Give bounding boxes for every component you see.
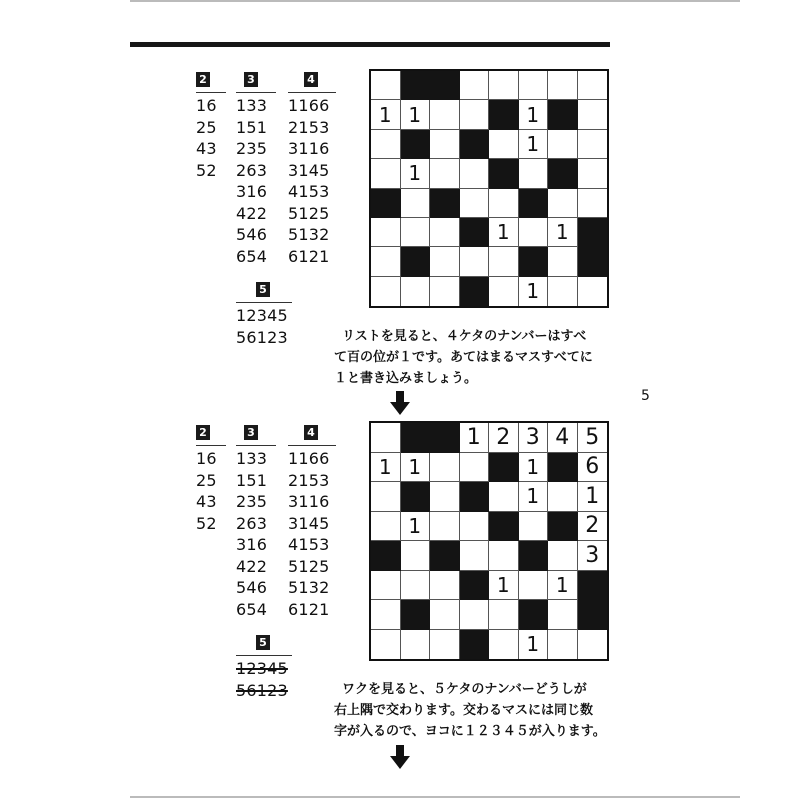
bottom-edge-line xyxy=(130,796,740,798)
filled-cell: 1 xyxy=(489,218,519,247)
list-entry: 52 xyxy=(196,513,217,533)
empty-cell xyxy=(430,277,460,306)
empty-cell xyxy=(548,600,578,630)
list-entry: 12345 xyxy=(236,306,288,325)
list-entry: 235 xyxy=(236,492,268,511)
empty-cell xyxy=(489,71,519,100)
list-entry: 133 xyxy=(236,96,268,115)
empty-cell xyxy=(460,247,490,276)
list-entry: 43 xyxy=(196,492,217,511)
list-entry: 5125 xyxy=(288,556,330,576)
list-entry: 422 xyxy=(236,203,268,223)
black-cell xyxy=(460,630,490,660)
caption-line: ワクを見ると、５ケタのナンバーどうしが xyxy=(342,682,587,697)
black-cell xyxy=(489,453,519,483)
list-entry: 4153 xyxy=(288,535,330,554)
list-entry: 6121 xyxy=(288,246,330,266)
empty-cell xyxy=(371,218,401,247)
badge-5: 5 xyxy=(256,282,270,297)
list-entry: 546 xyxy=(236,578,268,597)
badge-3: 3 xyxy=(244,425,258,440)
empty-cell xyxy=(401,630,431,660)
list-entry: 546 xyxy=(236,225,268,244)
empty-cell xyxy=(430,571,460,601)
filled-cell: 2 xyxy=(578,512,608,542)
list-4-digit-bottom xyxy=(288,421,336,620)
list-entry: 2153 xyxy=(288,117,330,137)
list-rule xyxy=(236,655,292,656)
empty-cell xyxy=(371,159,401,188)
black-cell xyxy=(578,218,608,247)
empty-cell xyxy=(460,100,490,129)
list-3-digit-top xyxy=(236,68,276,267)
black-cell xyxy=(548,453,578,483)
black-cell xyxy=(548,100,578,129)
empty-cell xyxy=(371,482,401,512)
black-cell xyxy=(519,541,549,571)
empty-cell xyxy=(548,541,578,571)
caption-line: て百の位が１です。あてはまるマスすべてに xyxy=(334,350,593,365)
caption-line: リストを見ると、４ケタのナンバーはすべ xyxy=(342,329,587,344)
caption-line: 字が入るので、ヨコに１２３４５が入ります。 xyxy=(334,724,606,739)
empty-cell xyxy=(430,512,460,542)
empty-cell xyxy=(460,512,490,542)
empty-cell xyxy=(371,630,401,660)
black-cell xyxy=(548,512,578,542)
empty-cell xyxy=(430,482,460,512)
empty-cell xyxy=(430,218,460,247)
black-cell xyxy=(371,541,401,571)
list-entry: 263 xyxy=(236,513,268,533)
list-2-digit-top xyxy=(196,68,226,181)
list-4-digit-top xyxy=(288,68,336,267)
black-cell xyxy=(489,159,519,188)
filled-cell: 1 xyxy=(401,100,431,129)
black-cell xyxy=(430,189,460,218)
list-entry: 316 xyxy=(236,535,268,554)
list-entry: 133 xyxy=(236,449,268,468)
black-cell xyxy=(460,218,490,247)
empty-cell xyxy=(489,277,519,306)
empty-cell xyxy=(430,600,460,630)
empty-cell xyxy=(489,600,519,630)
empty-cell xyxy=(460,71,490,100)
list-entry: 3116 xyxy=(288,139,330,158)
empty-cell xyxy=(460,541,490,571)
list-entry: 5132 xyxy=(288,225,330,244)
empty-cell xyxy=(548,277,578,306)
list-entry: 25 xyxy=(196,117,217,137)
list-entry: 1166 xyxy=(288,96,330,115)
empty-cell xyxy=(371,512,401,542)
top-edge-line xyxy=(130,0,740,2)
empty-cell xyxy=(401,218,431,247)
filled-cell: 1 xyxy=(401,453,431,483)
puzzle-grid-bottom xyxy=(369,421,609,661)
caption-line: １と書き込みましょう。 xyxy=(334,371,478,386)
filled-cell: 3 xyxy=(578,541,608,571)
list-entry: 151 xyxy=(236,470,268,490)
black-cell xyxy=(401,482,431,512)
filled-cell: 1 xyxy=(371,453,401,483)
list-entry: 422 xyxy=(236,556,268,576)
black-cell xyxy=(430,541,460,571)
black-cell xyxy=(460,130,490,159)
filled-cell: 1 xyxy=(401,512,431,542)
list-entry-crossed-out: 56123 xyxy=(236,680,288,700)
empty-cell xyxy=(371,571,401,601)
badge-4: 4 xyxy=(304,425,318,440)
list-entry: 16 xyxy=(196,449,217,468)
filled-cell: 2 xyxy=(489,423,519,453)
empty-cell xyxy=(578,159,608,188)
badge-2: 2 xyxy=(196,425,210,440)
list-entry: 52 xyxy=(196,160,217,180)
filled-cell: 1 xyxy=(519,130,549,159)
black-cell xyxy=(489,512,519,542)
filled-cell: 1 xyxy=(371,100,401,129)
empty-cell xyxy=(401,277,431,306)
filled-cell: 1 xyxy=(401,159,431,188)
list-entry: 1166 xyxy=(288,449,330,468)
filled-cell: 1 xyxy=(519,630,549,660)
badge-4: 4 xyxy=(304,72,318,87)
empty-cell xyxy=(578,189,608,218)
filled-cell: 5 xyxy=(578,423,608,453)
list-rule xyxy=(288,445,336,446)
down-arrow-icon xyxy=(390,745,410,769)
list-entry: 263 xyxy=(236,160,268,180)
list-entry: 4153 xyxy=(288,182,330,201)
empty-cell xyxy=(489,541,519,571)
list-entry: 151 xyxy=(236,117,268,137)
empty-cell xyxy=(578,277,608,306)
header-rule xyxy=(130,42,610,47)
black-cell xyxy=(489,100,519,129)
list-rule xyxy=(236,302,292,303)
empty-cell xyxy=(371,423,401,453)
empty-cell xyxy=(519,512,549,542)
empty-cell xyxy=(430,453,460,483)
empty-cell xyxy=(489,247,519,276)
list-2-digit-bottom xyxy=(196,421,226,534)
filled-cell: 1 xyxy=(460,423,490,453)
badge-2: 2 xyxy=(196,72,210,87)
filled-cell: 1 xyxy=(519,100,549,129)
black-cell xyxy=(460,571,490,601)
badge-5: 5 xyxy=(256,635,270,650)
empty-cell xyxy=(371,247,401,276)
filled-cell: 6 xyxy=(578,453,608,483)
list-entry: 3145 xyxy=(288,160,330,180)
list-entry-crossed-out: 12345 xyxy=(236,659,288,678)
empty-cell xyxy=(371,71,401,100)
black-cell xyxy=(460,277,490,306)
empty-cell xyxy=(460,189,490,218)
filled-cell: 1 xyxy=(519,277,549,306)
list-entry: 235 xyxy=(236,139,268,158)
list-entry: 5132 xyxy=(288,578,330,597)
list-entry: 3116 xyxy=(288,492,330,511)
empty-cell xyxy=(489,189,519,218)
list-entry: 6121 xyxy=(288,599,330,619)
empty-cell xyxy=(548,630,578,660)
list-3-digit-bottom xyxy=(236,421,276,620)
black-cell xyxy=(430,423,460,453)
empty-cell xyxy=(548,71,578,100)
empty-cell xyxy=(430,159,460,188)
list-rule xyxy=(236,92,276,93)
caption-bottom xyxy=(334,679,606,742)
black-cell xyxy=(460,482,490,512)
empty-cell xyxy=(430,630,460,660)
empty-cell xyxy=(578,71,608,100)
list-rule xyxy=(196,92,226,93)
empty-cell xyxy=(519,71,549,100)
filled-cell: 1 xyxy=(548,571,578,601)
filled-cell: 1 xyxy=(578,482,608,512)
empty-cell xyxy=(371,277,401,306)
filled-cell: 3 xyxy=(519,423,549,453)
empty-cell xyxy=(489,630,519,660)
puzzle-grid-top xyxy=(369,69,609,308)
empty-cell xyxy=(401,189,431,218)
list-entry: 316 xyxy=(236,182,268,201)
filled-cell: 1 xyxy=(519,482,549,512)
list-5-digit-top xyxy=(236,278,292,348)
page-number: 5 xyxy=(641,388,650,404)
list-entry: 654 xyxy=(236,246,268,266)
black-cell xyxy=(578,571,608,601)
empty-cell xyxy=(548,189,578,218)
empty-cell xyxy=(489,482,519,512)
empty-cell xyxy=(548,482,578,512)
list-entry: 2153 xyxy=(288,470,330,490)
black-cell xyxy=(430,71,460,100)
list-entry: 654 xyxy=(236,599,268,619)
empty-cell xyxy=(578,130,608,159)
down-arrow-icon xyxy=(390,391,410,415)
black-cell xyxy=(519,600,549,630)
caption-line: 右上隅で交わります。交わるマスには同じ数 xyxy=(334,703,593,718)
list-rule xyxy=(236,445,276,446)
black-cell xyxy=(401,423,431,453)
list-entry: 16 xyxy=(196,96,217,115)
list-rule xyxy=(196,445,226,446)
list-entry: 56123 xyxy=(236,327,288,347)
list-entry: 5125 xyxy=(288,203,330,223)
empty-cell xyxy=(548,247,578,276)
black-cell xyxy=(548,159,578,188)
empty-cell xyxy=(371,600,401,630)
black-cell xyxy=(578,247,608,276)
filled-cell: 1 xyxy=(489,571,519,601)
empty-cell xyxy=(430,130,460,159)
black-cell xyxy=(401,247,431,276)
empty-cell xyxy=(519,218,549,247)
empty-cell xyxy=(401,541,431,571)
empty-cell xyxy=(519,159,549,188)
empty-cell xyxy=(548,130,578,159)
list-entry: 3145 xyxy=(288,513,330,533)
black-cell xyxy=(401,600,431,630)
empty-cell xyxy=(430,100,460,129)
empty-cell xyxy=(489,130,519,159)
list-rule xyxy=(288,92,336,93)
empty-cell xyxy=(371,130,401,159)
caption-top xyxy=(334,326,593,389)
black-cell xyxy=(519,247,549,276)
badge-3: 3 xyxy=(244,72,258,87)
empty-cell xyxy=(401,571,431,601)
empty-cell xyxy=(578,630,608,660)
list-5-digit-bottom xyxy=(236,631,292,701)
empty-cell xyxy=(460,600,490,630)
list-entry: 43 xyxy=(196,139,217,158)
empty-cell xyxy=(519,571,549,601)
list-entry: 25 xyxy=(196,470,217,490)
empty-cell xyxy=(430,247,460,276)
filled-cell: 4 xyxy=(548,423,578,453)
empty-cell xyxy=(460,159,490,188)
black-cell xyxy=(401,71,431,100)
filled-cell: 1 xyxy=(548,218,578,247)
black-cell xyxy=(578,600,608,630)
empty-cell xyxy=(460,453,490,483)
black-cell xyxy=(401,130,431,159)
filled-cell: 1 xyxy=(519,453,549,483)
black-cell xyxy=(371,189,401,218)
black-cell xyxy=(519,189,549,218)
empty-cell xyxy=(578,100,608,129)
